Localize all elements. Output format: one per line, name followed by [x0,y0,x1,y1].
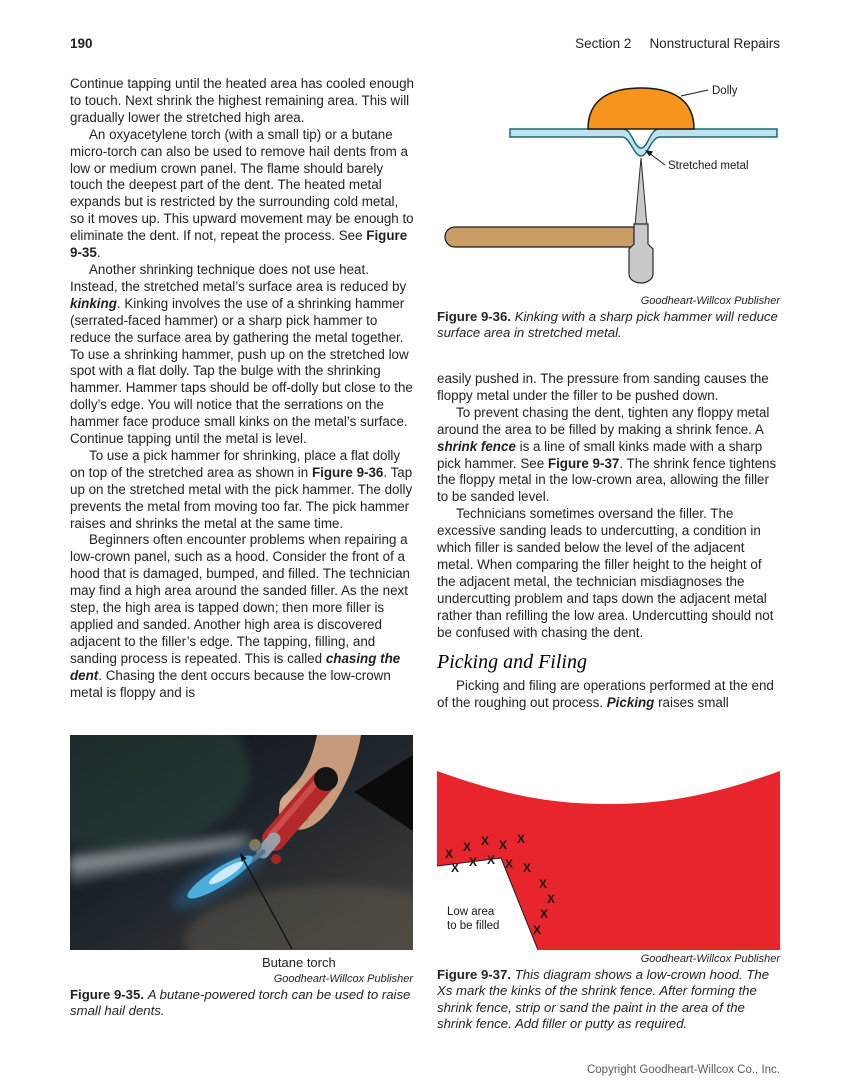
body-paragraph: To use a pick hammer for shrinking, place a flat dolly on top of the stretched area as shown in Figure 9-36. Tap up on the stretched metal with the pick hammer. The dolly prevents the metal from moving too far. The pick hammer raises and shrinks the metal at the same time. [70,447,413,531]
figure-caption [70,987,413,1020]
figure-caption [437,309,780,342]
body-paragraph: Beginners often encounter problems when repairing a low-crown panel, such as a hood. Consider the front of a hood that is damaged, bumped, and filled. The technician may find a high area around the sanded filler. As the next step, the high area is tapped down; then more filler is applied and sanded. Another high area is discovered adjacent to the filler’s edge. The tapping, filling, and sanding process is repeated. This is called chasing the dent. Chasing the dent occurs because the low-crown metal is floppy and is [70,532,410,700]
kink-x-mark: X [504,857,514,871]
figure-caption-text: This diagram shows a low-crown hood. The Xs mark the kinks of the shrink fence. After forming the shrink fence, strip or sand the paint in the area of the shrink fence. Add filler or putty as required. [437,967,770,1031]
stretched-metal-leader-line [649,153,665,165]
body-paragraph: An oxyacetylene torch (with a small tip) or a butane micro-torch can also be used to remove hail dents from a low or medium crown panel. The flame should barely touch the deepest part of the dent. The heated metal expands but is restricted by the surrounding cold metal, so it moves up. This upward movement may be enough to eliminate the dent. If not, repeat the process. See Figure 9-35. [70,126,414,261]
body-paragraph: Another shrinking technique does not use heat. Instead, the stretched metal’s surface area is reduced by kinking. Kinking involves the use of a shrinking hammer (serrated-faced hammer) or a sharp pick hammer to reduce the surface area by gathering the metal together. To use a shrinking hammer, push up on the stretched low spot with a flat dolly. Tap the bulge with the shrinking hammer. Hammer taps should be off-dolly but close to the dolly’s edge. You will notice that the serrations on the hammer face produce small kinks on the metal’s surface. Continue tapping until the metal is level. [70,261,413,447]
body-paragraph: Picking and filing are operations performed at the end of the roughing out process. Picking raises small [437,678,774,711]
figure-caption-text: A butane-powered torch can be used to raise small hail dents. [70,987,411,1019]
figure-9-36 [437,74,780,342]
body-paragraph: To prevent chasing the dent, tighten any floppy metal around the area to be filled by making a shrink fence. A shrink fence is a line of small kinks made with a sharp pick hammer. See Figure 9-37. The shrink fence tightens the floppy metal in the low-crown area, allowing the filler to be sanded level. [437,404,777,505]
section-label: Section 2 [575,36,632,51]
kink-x-mark: X [532,923,542,937]
figure-credit: Goodheart-Willcox Publisher [640,295,780,307]
low-area-label-line1: Low area [447,906,495,918]
dolly-shape [588,88,694,129]
kink-x-mark: X [480,834,490,848]
figure-caption-label: Figure 9-36. [437,309,512,324]
hammer-handle-shape [445,227,634,247]
kink-x-mark: X [498,838,508,852]
left-column-text [70,76,415,702]
stretched-metal-sheet [510,129,777,156]
kink-x-mark: X [539,907,549,921]
figure-9-37 [437,768,780,1032]
kink-x-mark: X [486,853,496,867]
stretched-metal-label: Stretched metal [668,160,749,172]
kink-x-mark: X [546,892,556,906]
butane-torch-photo [70,735,413,950]
page-number: 190 [70,36,93,51]
figure-credit: Goodheart-Willcox Publisher [273,973,413,985]
torch-cap [314,767,338,791]
kink-x-mark: X [468,855,478,869]
right-column-paragraphs-top [437,371,782,642]
figure-caption-label: Figure 9-37. [437,967,512,982]
kink-x-mark: X [522,861,532,875]
low-crown-hood-diagram [437,768,780,950]
low-area-label-line2: to be filled [447,920,500,932]
pick-hammer-spike [635,158,647,226]
kink-x-mark: X [516,832,526,846]
kinking-diagram [437,74,780,292]
dolly-label: Dolly [712,85,738,97]
picking-filing-heading: Picking and Filing [437,650,587,673]
body-paragraph: Continue tapping until the heated area has cooled enough to touch. Next shrink the highest remaining area. This will gradually lower the stretched high area. [70,76,414,125]
running-head [575,36,780,51]
butane-torch-label: Butane torch [262,955,336,970]
page-header [70,36,780,51]
figure-caption [437,967,780,1032]
figure-caption-text: Kinking with a sharp pick hammer will reduce surface area in stretched metal. [437,309,778,341]
copyright-notice: Copyright Goodheart-Willcox Co., Inc. [586,1064,780,1076]
right-column-text [437,371,782,712]
kink-x-mark: X [444,847,454,861]
figure-credit: Goodheart-Willcox Publisher [640,953,780,965]
figure-9-35 [70,735,413,1020]
dolly-leader-line [681,90,708,96]
kink-x-mark: X [450,861,460,875]
figure-caption-label: Figure 9-35. [70,987,145,1002]
body-paragraph: Technicians sometimes oversand the filler. The excessive sanding leads to undercutting, a condition in which filler is sanded below the level of the adjacent metal. When comparing the filler height to the height of the adjacent metal, the technician misdiagnoses the undercutting problem and taps down the adjacent metal rather than refilling the low area. Undercutting should not be confused with chasing the dent. [437,506,774,640]
body-paragraph: easily pushed in. The pressure from sanding causes the floppy metal under the filler to be pushed down. [437,371,769,403]
torch-red-knob [271,854,281,864]
section-title: Nonstructural Repairs [649,36,780,51]
kink-x-mark: X [538,877,548,891]
right-column-paragraphs-bottom [437,678,782,712]
kink-x-mark: X [462,840,472,854]
